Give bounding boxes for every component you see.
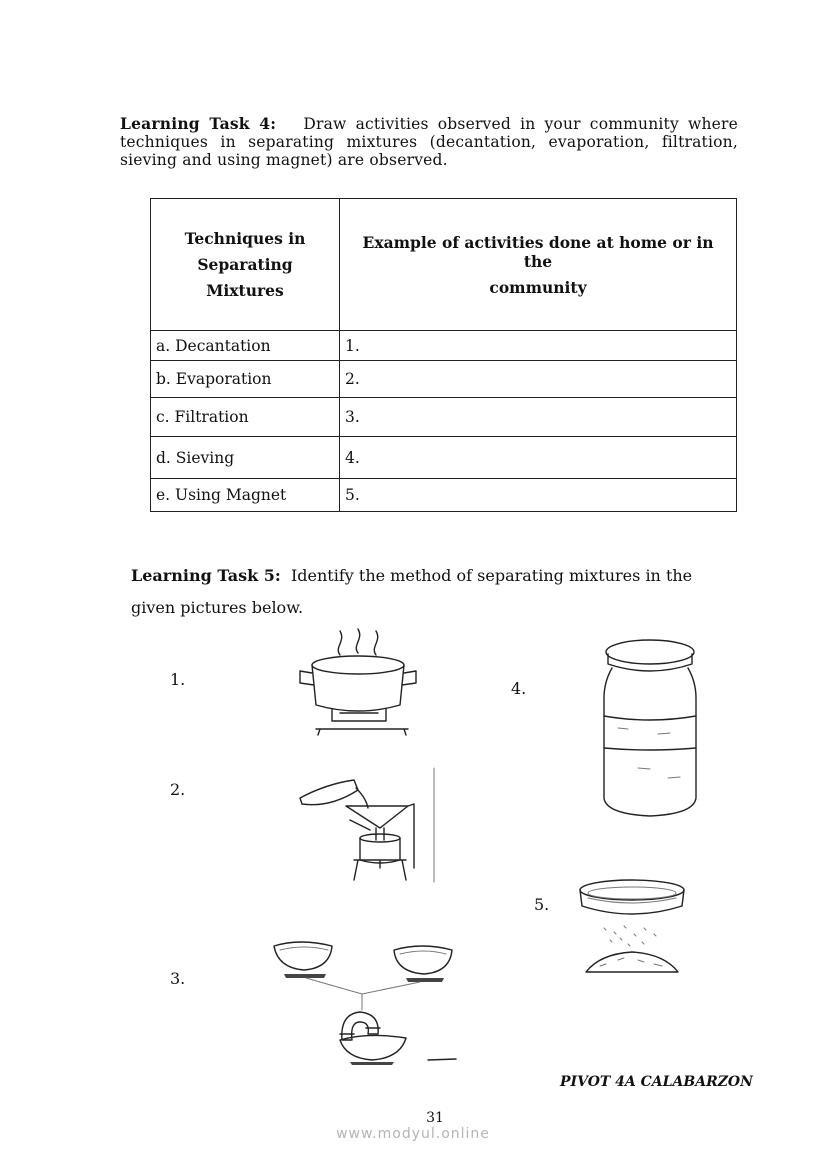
header-examples-line3: community bbox=[489, 277, 587, 297]
header-examples-line1: Example of activities done at home or in bbox=[362, 232, 714, 252]
picture-number-5: 5. bbox=[534, 895, 550, 914]
header-examples-line2: the bbox=[523, 251, 553, 271]
header-techniques-line3: Mixtures bbox=[206, 280, 284, 300]
technique-cell: e. Using Magnet bbox=[151, 479, 340, 512]
example-cell: 5. bbox=[340, 479, 737, 512]
table-row bbox=[151, 479, 737, 512]
learning-task-5 bbox=[131, 560, 731, 624]
header-examples bbox=[340, 199, 737, 331]
technique-cell: a. Decantation bbox=[151, 331, 340, 361]
footer-label: PIVOT 4A CALABARZON bbox=[560, 1074, 753, 1090]
picture-number-4: 4. bbox=[511, 679, 527, 698]
example-cell: 2. bbox=[340, 361, 737, 398]
filter-funnel-icon bbox=[296, 768, 436, 884]
task5-heading: Learning Task 5: bbox=[131, 566, 281, 585]
magnet-bowls-icon bbox=[270, 938, 460, 1066]
watermark: www.modyul.online bbox=[336, 1126, 490, 1142]
task5-instructions: Identify the method of separating mixtures in the given pictures below. bbox=[131, 566, 693, 617]
picture-number-2: 2. bbox=[170, 780, 186, 799]
header-techniques-line2: Separating bbox=[197, 254, 293, 274]
table-row bbox=[151, 331, 737, 361]
technique-cell: d. Sieving bbox=[151, 437, 340, 479]
boiling-pot-icon bbox=[296, 625, 426, 737]
example-cell: 1. bbox=[340, 331, 737, 361]
page-number: 31 bbox=[426, 1110, 444, 1126]
task4-heading: Learning Task 4: bbox=[120, 114, 277, 133]
table-row bbox=[151, 398, 737, 437]
picture-number-1: 1. bbox=[170, 670, 186, 689]
header-techniques-line1: Techniques in bbox=[184, 228, 306, 248]
picture-number-3: 3. bbox=[170, 969, 186, 988]
example-cell: 3. bbox=[340, 398, 737, 437]
sieve-icon bbox=[570, 876, 696, 980]
technique-cell: c. Filtration bbox=[151, 398, 340, 437]
table-row bbox=[151, 361, 737, 398]
header-techniques bbox=[151, 199, 340, 331]
table-row bbox=[151, 437, 737, 479]
settling-jar-icon bbox=[598, 638, 702, 818]
task4-instructions: Draw activities observed in your community where techniques in separating mixtures (decantation, evaporation, filtration, sieving and using magnet) are observed. bbox=[120, 115, 738, 169]
example-cell: 4. bbox=[340, 437, 737, 479]
learning-task-4 bbox=[120, 115, 738, 169]
separation-techniques-table bbox=[150, 198, 737, 512]
technique-cell: b. Evaporation bbox=[151, 361, 340, 398]
